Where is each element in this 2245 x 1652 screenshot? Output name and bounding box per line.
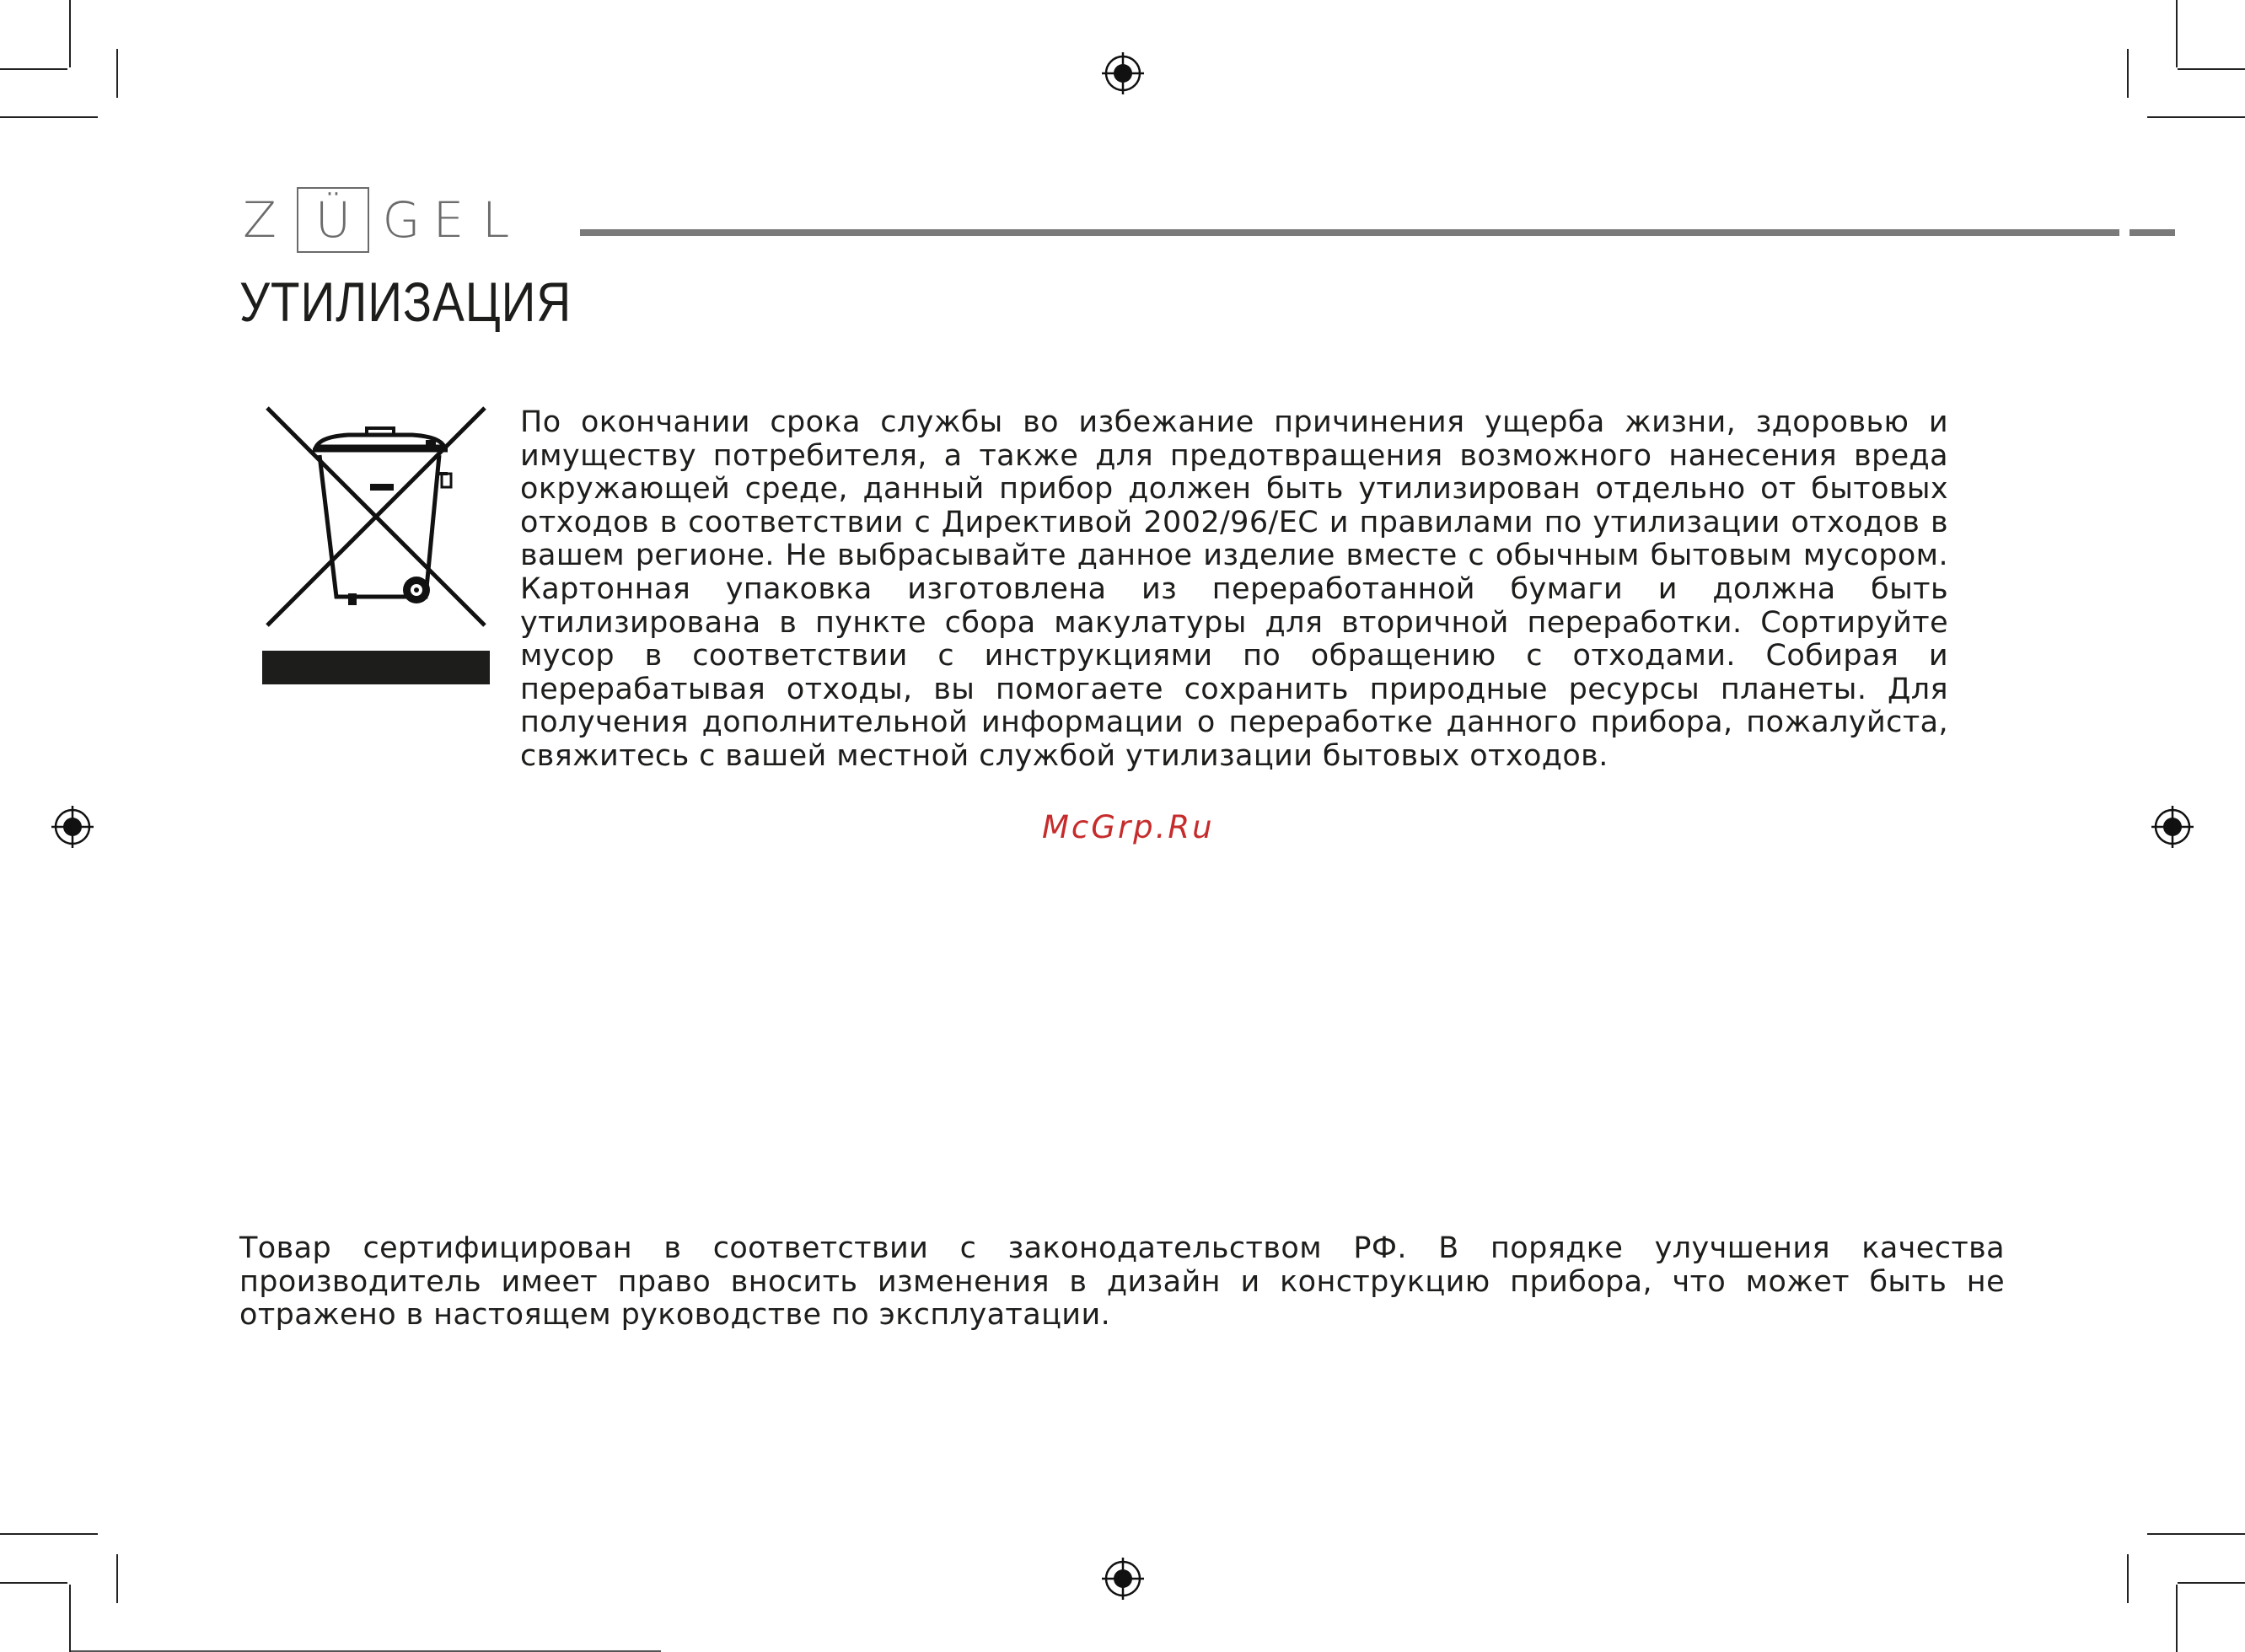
- logo-letter: E: [432, 191, 465, 249]
- page-title: УТИЛИЗАЦИЯ: [239, 271, 572, 333]
- registration-mark-icon: [51, 806, 94, 848]
- registration-mark-icon: [1102, 52, 1144, 94]
- logo-letter-boxed: Ü: [297, 187, 369, 253]
- registration-mark-icon: [1102, 1558, 1144, 1600]
- logo-letter: L: [481, 191, 510, 249]
- certification-paragraph: Товар сертифицирован в соответствии с законодательством РФ. В порядке улучшения качества производитель имеет право вносить изменения в дизайн и конструкцию прибора, что может быть не отражено в настоящем руководстве по эксплуатации.: [239, 1231, 2005, 1333]
- watermark: McGrp.Ru: [1042, 809, 1215, 845]
- disposal-paragraph: По окончании срока службы во избежание причинения ущерба жизни, здоровью и имуществу потребителя, а также для предотвращения возможного нанесения вреда окружающей среде, данный прибор должен быть утилизирован отдельно от бытовых отходов в соответствии с Директивой 2002/96/ЕС и правилами по утилизации отходов в вашем регионе. Не выбрасывайте данное изделие вместе с обычным бытовым мусором. Картонная упаковка изготовлена из переработанной бумаги и должна быть утилизирована в пункте сбора макулатуры для вторичной переработки. Сортируйте мусор в соответствии с инструкциями по обращению с отходами. Собирая и перерабатывая отходы, вы помогаете сохранить природные ресурсы планеты. Для получения дополнительной информации о переработке данного прибора, пожалуйста, свяжитесь с вашей местной службой утилизации бытовых отходов.: [520, 405, 1948, 773]
- crossed-out-wheelie-bin-icon: [260, 403, 491, 684]
- logo-letter: Z: [243, 191, 277, 249]
- brand-logo: [236, 190, 519, 250]
- header-rule-end: [2130, 229, 2175, 236]
- logo-letter: G: [382, 191, 421, 249]
- header-rule: [580, 229, 2119, 236]
- registration-mark-icon: [2151, 806, 2194, 848]
